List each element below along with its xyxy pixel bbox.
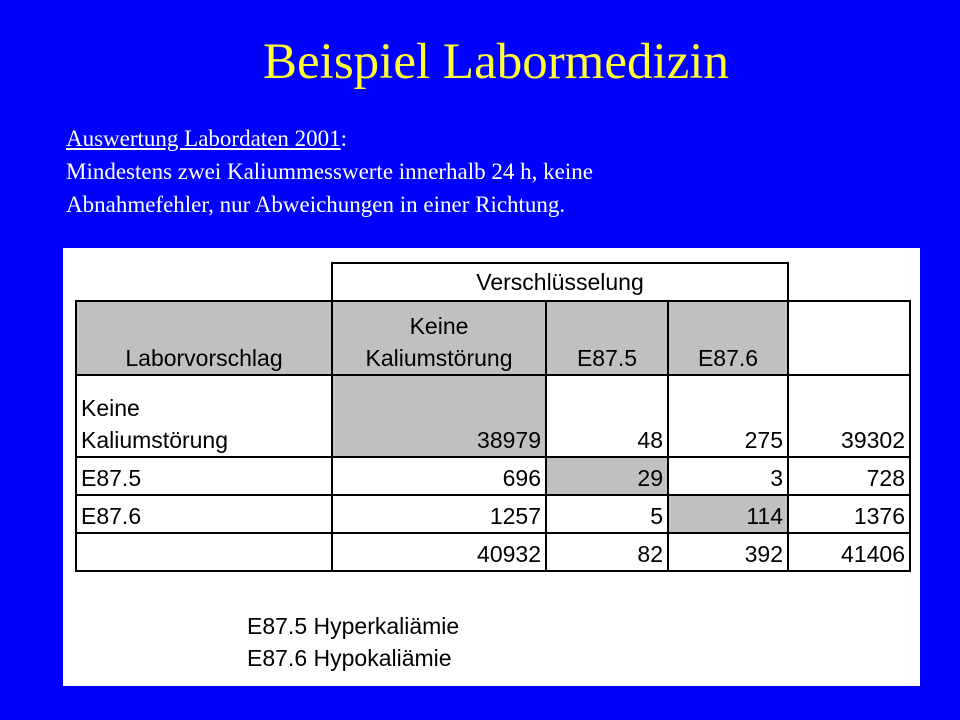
- legend-e876: E87.6 Hypokaliämie: [247, 645, 452, 671]
- cell-r3-e875: 5: [545, 494, 669, 534]
- row-label-line-2: Kaliumstörung: [81, 427, 229, 453]
- legend: [247, 610, 459, 674]
- header-e875: E87.5: [545, 300, 669, 376]
- cell-r1-e875: 48: [545, 374, 669, 458]
- header-total-empty: [787, 300, 911, 376]
- header-e876: E87.6: [667, 300, 789, 376]
- cell-total-e875: 82: [545, 532, 669, 572]
- cell-r3-keine: 1257: [331, 494, 547, 534]
- cell-r3-e876: 114: [667, 494, 789, 534]
- cell-total-e876: 392: [667, 532, 789, 572]
- intro-heading: Auswertung Labordaten 2001: [66, 126, 341, 151]
- cell-r2-e876: 3: [667, 456, 789, 496]
- intro-text: [66, 122, 926, 221]
- intro-colon: :: [340, 126, 348, 151]
- header-keine-kaliumstoerung: [331, 300, 547, 376]
- header-keine-line-2: Kaliumstörung: [365, 345, 513, 371]
- row-label-keine-kaliumstoerung: [75, 374, 333, 458]
- intro-line-1: Mindestens zwei Kaliummesswerte innerhalb 24 h, keine: [66, 159, 593, 184]
- cell-r2-e875: 29: [545, 456, 669, 496]
- cell-r1-e876: 275: [667, 374, 789, 458]
- intro-heading-line: [66, 122, 926, 155]
- cell-total-keine: 40932: [331, 532, 547, 572]
- row-label-totals-empty: [75, 532, 333, 572]
- group-header-verschluesselung: Verschlüsselung: [331, 262, 789, 302]
- cell-grand-total: 41406: [787, 532, 911, 572]
- header-keine-line-1: Keine: [409, 313, 469, 339]
- cell-r2-total: 728: [787, 456, 911, 496]
- contingency-table-panel: [63, 248, 920, 686]
- cell-r3-total: 1376: [787, 494, 911, 534]
- slide-title: Beispiel Labormedizin: [263, 34, 729, 90]
- row-label-e875: E87.5: [75, 456, 333, 496]
- header-laborvorschlag: Laborvorschlag: [75, 300, 333, 376]
- row-label-e876: E87.6: [75, 494, 333, 534]
- row-label-line-1: Keine: [81, 395, 140, 421]
- legend-e875: E87.5 Hyperkaliämie: [247, 613, 460, 639]
- cell-r1-total: 39302: [787, 374, 911, 458]
- intro-line-2: Abnahmefehler, nur Abweichungen in einer Richtung.: [66, 192, 566, 217]
- cell-r2-keine: 696: [331, 456, 547, 496]
- cell-r1-keine: 38979: [331, 374, 547, 458]
